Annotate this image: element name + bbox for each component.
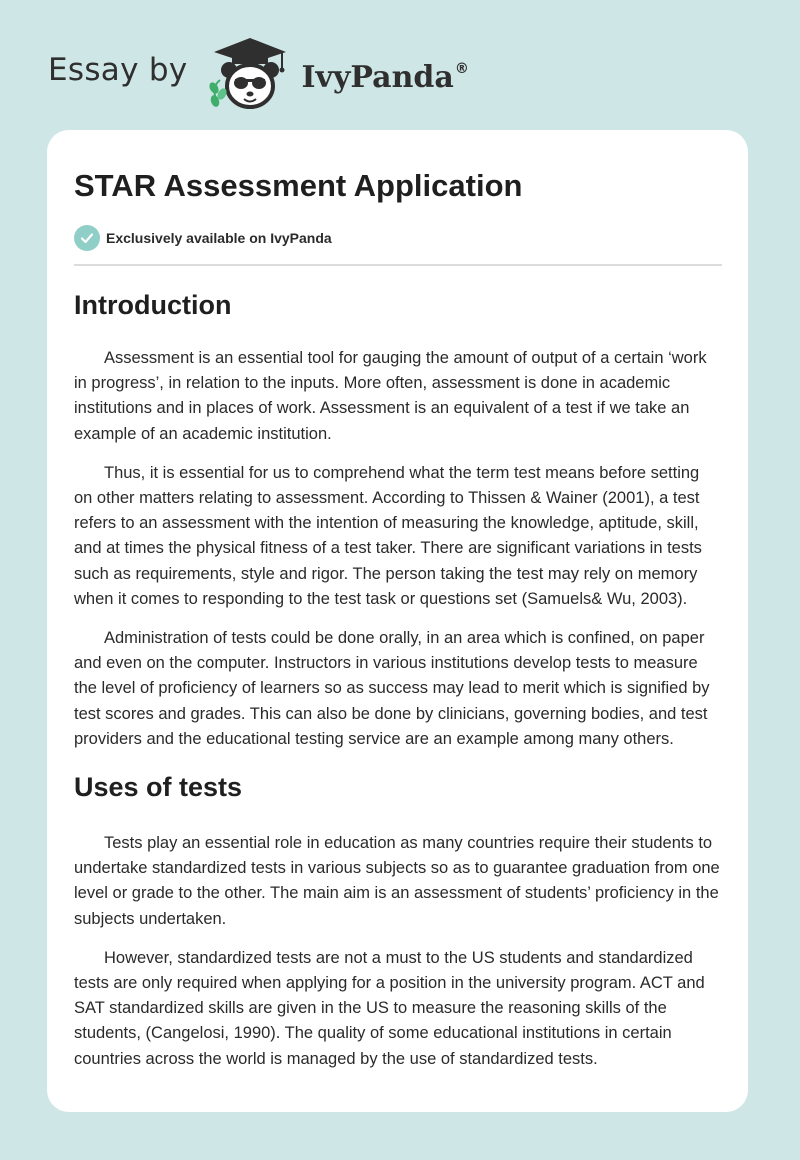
exclusive-badge [74, 224, 722, 252]
paragraph: Thus, it is essential for us to comprehend what the term test means before setting on other matters relating to assessment. According to Thissen & Wainer (2001), a test refers to an assessment with the intention of measuring the knowledge, aptitude, skill, and at times the physical fitness of a test taker. There are significant variations in tests such as requirements, style and rigor. The person taking the test may rely on memory when it comes to responding to the test task or questions set (Samuels& Wu, 2003). [74, 463, 702, 608]
section-heading-introduction: Introduction [74, 290, 232, 320]
panda-graduate-icon [202, 34, 298, 114]
essay-card [47, 130, 748, 1112]
divider [74, 264, 722, 266]
paragraph: Assessment is an essential tool for gauging the amount of output of a certain ‘work in progress’, in relation to the inputs. More often, assessment is done in academic institutions and in places of work. Assessment is an equivalent of a test if we take an example of an academic institution. [74, 349, 707, 443]
site-header [48, 34, 469, 114]
paragraph: Tests play an essential role in education as many countries require their students to undertake standardized tests in various subjects so as to guarantee graduation from one level or grade to the other. The main aim is an assessment of students’ proficiency in the subjects undertaken. [74, 834, 720, 928]
paragraph: However, standardized tests are not a must to the US students and standardized tests are only required when applying for a position in the university program. ACT and SAT standardized skills are given in the US to measure the reasoning skills of the students, (Cangelosi, 1990). The quality of some educational institutions in certain countries across the world is managed by the use of standardized tests. [74, 948, 705, 1068]
page-title: STAR Assessment Application [74, 168, 523, 203]
badge-text: Exclusively available on IvyPanda [106, 230, 332, 246]
brand-name: IvyPanda® [301, 59, 469, 95]
section-heading-uses-of-tests: Uses of tests [74, 772, 243, 803]
checkmark-icon [74, 225, 100, 251]
essay-by-label: Essay by [48, 52, 188, 88]
paragraph: Administration of tests could be done orally, in an area which is confined, on paper and even on the computer. Instructors in various institutions develop tests to measure the level of proficiency of learners so as success may lead to merit which is signified by test scores and grades. This can also be done by clinicians, governing bodies, and test providers and the educational testing service are an example among many others. [74, 629, 710, 748]
